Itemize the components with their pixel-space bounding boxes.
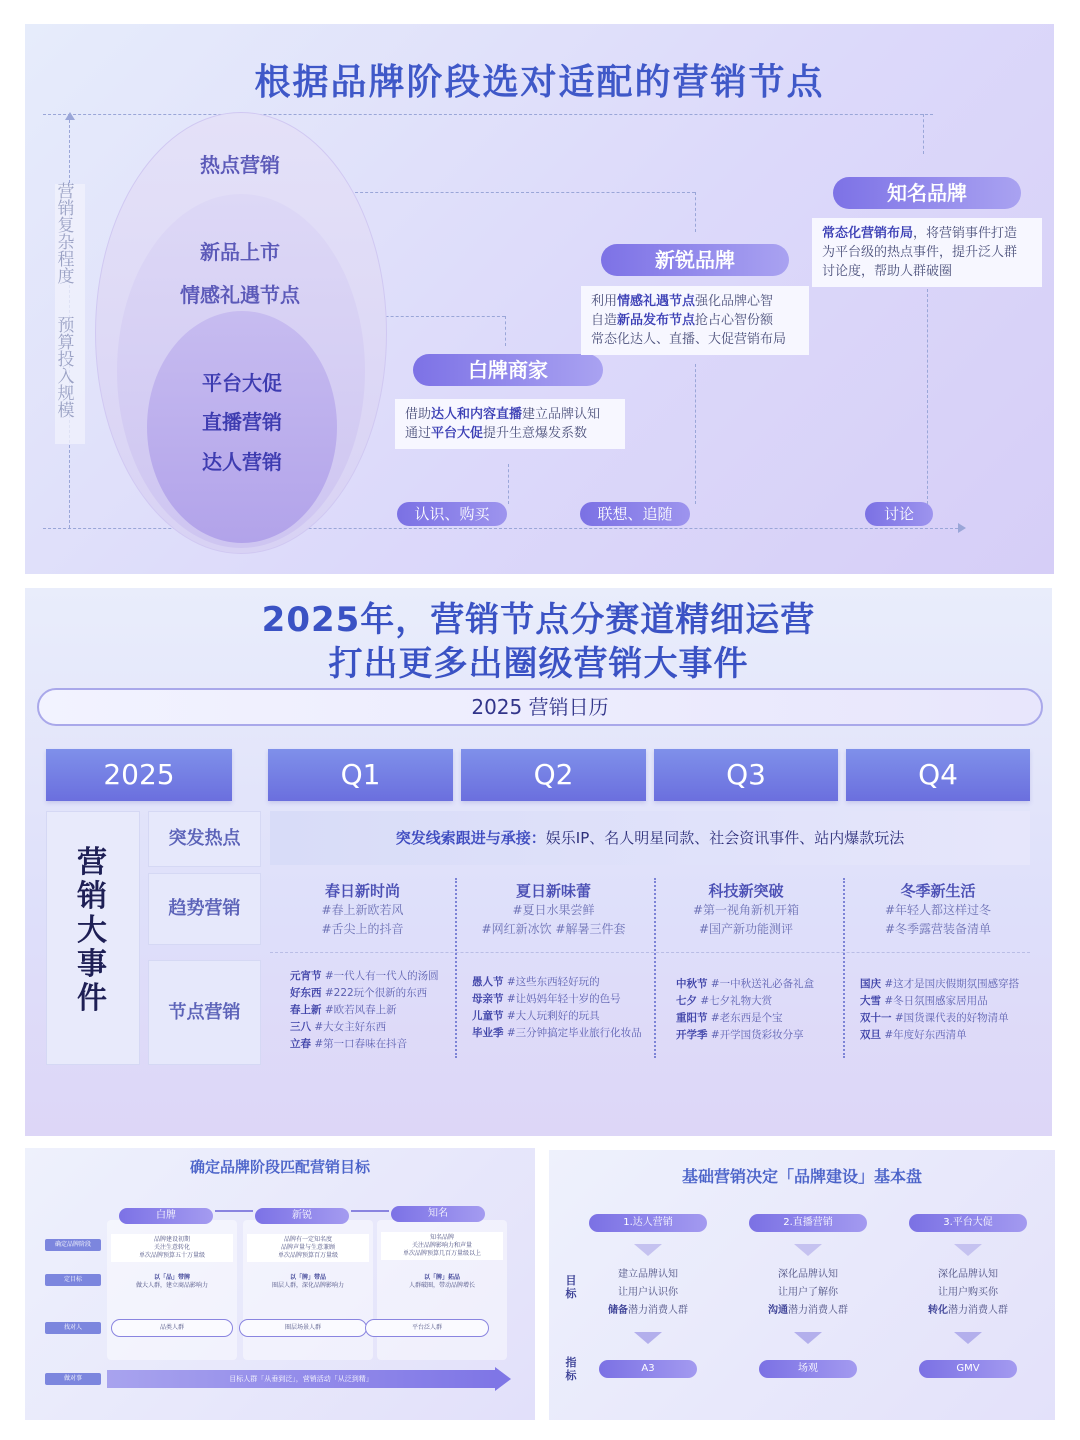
guide-line — [508, 464, 509, 504]
people-box: 品类人群 — [111, 1319, 233, 1337]
festival-name: 元宵节 — [290, 970, 322, 982]
row-label-trend: 趋势营销 — [148, 873, 261, 945]
goal-rest: 潜力消费人群 — [948, 1305, 1008, 1316]
hot-bar-prefix: 突发线索跟进与承接： — [395, 829, 546, 847]
stage-desc-line: 单次品牌预算五十万量级 — [138, 1252, 205, 1259]
column-head: 1.达人营销 — [589, 1214, 707, 1232]
new-product-label: 新品上市 — [200, 240, 280, 264]
festival-tag: #年度好东西清单 — [881, 1029, 967, 1041]
festival-name: 国庆 — [860, 978, 881, 990]
desc-line — [822, 262, 1032, 281]
festival-name: 儿童节 — [472, 1010, 504, 1022]
goal-verb: 转化 — [928, 1305, 948, 1316]
stage-tab-white: 白牌 — [119, 1208, 213, 1224]
goal-label-char: 目 — [565, 1274, 577, 1287]
stage-desc-line: 知名品牌 — [429, 1234, 454, 1241]
goal-rest: 潜力消费人群 — [628, 1305, 688, 1316]
trend-tag: #国产新功能测评 — [698, 922, 794, 936]
stage-desc-line: 品牌建设初期 — [153, 1236, 190, 1243]
calendar-bar: 2025 营销日历 — [37, 688, 1043, 726]
trend-tag: #舌尖上的抖音 — [321, 922, 404, 936]
stage-whitelabel-pill: 白牌商家 — [413, 354, 603, 386]
calendar-panel — [25, 588, 1052, 1136]
desc-text: 讨论度，帮助人群破圈 — [822, 264, 953, 279]
panel3-title: 确定品牌阶段匹配营销目标 — [189, 1158, 370, 1176]
stage-emerging-pill: 新锐品牌 — [601, 244, 789, 276]
stage-desc — [111, 1234, 233, 1262]
metric-pill: A3 — [599, 1360, 697, 1378]
goal-label-char: 标 — [565, 1287, 577, 1300]
festival-column — [676, 976, 841, 1044]
festival-name: 好东西 — [290, 987, 322, 999]
trend-head: 春日新时尚 — [324, 882, 400, 900]
desc-text: 抢占心智份额 — [695, 313, 774, 328]
basic-marketing-panel — [549, 1150, 1055, 1420]
column-separator — [843, 878, 845, 1058]
metric-label-char: 标 — [565, 1369, 577, 1382]
highlight-text: 常态化营销布局 — [822, 226, 914, 241]
big-events-char: 销 — [77, 879, 107, 914]
goal-desc — [247, 1274, 369, 1290]
goal-sub: 做大人群，建立商品影响力 — [135, 1282, 208, 1289]
action-arrow-bar: 目标人群「从垂到泛」，营销活动「从泛到精」 — [107, 1370, 495, 1388]
side-label-stage: 确定品牌阶段 — [45, 1239, 101, 1251]
stage-desc-line: 关注品牌影响力和声量 — [411, 1242, 472, 1249]
goal-line: 建立品牌认知 — [618, 1269, 678, 1280]
desc-line — [405, 405, 615, 424]
festival-row — [860, 993, 1040, 1010]
festival-tag: #让妈妈年轻十岁的色号 — [503, 993, 621, 1005]
big-events-label — [46, 846, 138, 1016]
desc-line — [591, 311, 799, 330]
goal-sub: 人群破圈，带动品牌增长 — [408, 1282, 475, 1289]
highlight-text: 平台大促 — [431, 426, 484, 441]
q1-header: Q1 — [268, 749, 453, 801]
festival-name: 母亲节 — [472, 993, 504, 1005]
festival-row — [472, 991, 652, 1008]
desc-text: 提升生意爆发系数 — [483, 426, 588, 441]
hotspot-marketing-label: 热点营销 — [200, 153, 280, 177]
stage-desc-line: 品牌声量与生意兼顾 — [280, 1244, 335, 1251]
stage-desc — [381, 1232, 503, 1260]
festival-tag: #老东西是个宝 — [707, 1012, 783, 1024]
goal-desc — [381, 1274, 503, 1290]
action-arrow-icon — [495, 1367, 511, 1391]
stage-desc-line: 单次品牌预算几百万量级以上 — [402, 1250, 481, 1257]
desc-text: 自造 — [591, 313, 618, 328]
y-axis-label-complexity: 营销复杂程度 — [57, 182, 75, 287]
festival-row — [860, 976, 1040, 993]
trend-item — [654, 882, 838, 939]
goal-head: 以「牌」拓品 — [423, 1274, 460, 1281]
down-chevron-icon — [954, 1244, 982, 1256]
column-separator — [455, 878, 457, 1058]
festival-tag: #这些东西轻好玩的 — [503, 976, 600, 988]
desc-text: 建立品牌认知 — [522, 407, 601, 422]
stage-connector — [351, 1210, 389, 1212]
stage-tab-famous: 知名 — [391, 1206, 485, 1222]
festival-name: 中秋节 — [676, 978, 708, 990]
festival-row — [472, 1008, 652, 1025]
column-separator — [654, 878, 656, 1058]
desc-text: 强化品牌心智 — [695, 294, 774, 309]
festival-row — [290, 1002, 455, 1019]
festival-row — [676, 993, 841, 1010]
panel2-title-line2: 打出更多出圈级营销大事件 — [328, 644, 749, 684]
y-axis-arrow-icon — [65, 112, 75, 120]
desc-text: ，将营销事件打造 — [913, 226, 1018, 241]
festival-tag: #第一口春味在抖音 — [311, 1038, 408, 1050]
down-chevron-icon — [634, 1332, 662, 1344]
festival-tag: #三分钟搞定毕业旅行化妆品 — [503, 1027, 642, 1039]
stage-tab-emerging: 新锐 — [255, 1208, 349, 1224]
festival-tag: #这才是国庆假期氛围感穿搭 — [881, 978, 1020, 990]
festival-tag: #一中秋送礼必备礼盒 — [707, 978, 815, 990]
people-box: 平台泛人群 — [365, 1319, 489, 1337]
festival-row — [676, 1010, 841, 1027]
goal-rest: 潜力消费人群 — [788, 1305, 848, 1316]
guide-line — [695, 364, 696, 504]
influencer-marketing-label: 达人营销 — [202, 450, 282, 474]
row-separator — [270, 952, 1030, 953]
highlight-text: 情感礼遇节点 — [617, 294, 696, 309]
side-label-goal: 定目标 — [45, 1274, 101, 1286]
festival-name: 春上新 — [290, 1004, 322, 1016]
goal-desc — [111, 1274, 233, 1290]
q2-header: Q2 — [461, 749, 646, 801]
stage-famous-pill: 知名品牌 — [833, 177, 1021, 209]
big-events-char: 事 — [77, 947, 107, 982]
guide-line — [923, 114, 924, 154]
y-axis-label-budget: 预算投入规模 — [57, 316, 75, 421]
down-chevron-icon — [794, 1244, 822, 1256]
festival-column — [860, 976, 1040, 1044]
festival-name: 双旦 — [860, 1029, 881, 1041]
guide-line — [695, 192, 696, 232]
goal-line — [579, 1302, 717, 1320]
desc-line — [591, 292, 799, 311]
big-events-char: 营 — [77, 845, 107, 880]
festival-row — [472, 1025, 652, 1042]
festival-tag: #冬日氛围感家居用品 — [881, 995, 988, 1007]
festival-column — [472, 974, 652, 1042]
column-goal-text — [899, 1266, 1037, 1320]
highlight-text: 达人和内容直播 — [431, 407, 523, 422]
festival-tag: #222玩个很新的东西 — [321, 987, 428, 999]
festival-name: 愚人节 — [472, 976, 504, 988]
goal-line — [899, 1302, 1037, 1320]
column-goal-text — [579, 1266, 717, 1320]
trend-item — [270, 882, 455, 939]
desc-text: 利用 — [591, 294, 618, 309]
trend-head: 科技新突破 — [708, 882, 784, 900]
festival-tag: #大女主好东西 — [311, 1021, 387, 1033]
x-axis-arrow-icon — [958, 523, 966, 533]
festival-tag: #大人玩剩好的玩具 — [503, 1010, 600, 1022]
top-guide-line — [43, 114, 933, 115]
down-chevron-icon — [954, 1332, 982, 1344]
year-header: 2025 — [46, 749, 232, 801]
hot-bar — [270, 811, 1030, 865]
stage-desc-line: 关注生意转化 — [153, 1244, 190, 1251]
goal-line: 让用户认识你 — [618, 1287, 678, 1298]
panel1-title: 根据品牌阶段选对适配的营销节点 — [254, 62, 825, 103]
big-events-char: 大 — [77, 913, 107, 948]
festival-tag: #欧若风春上新 — [321, 1004, 397, 1016]
goal-verb: 沟通 — [768, 1305, 788, 1316]
festival-row — [290, 968, 455, 985]
desc-line — [822, 224, 1032, 243]
goal-verb: 储备 — [608, 1305, 628, 1316]
trend-tag: #夏日水果尝鲜 — [512, 903, 595, 917]
goal-line: 深化品牌认知 — [778, 1269, 838, 1280]
platform-promo-label: 平台大促 — [202, 371, 282, 395]
festival-name: 双十一 — [860, 1012, 892, 1024]
goal-line — [739, 1302, 877, 1320]
festival-row — [676, 1027, 841, 1044]
stage-connector — [215, 1210, 253, 1212]
stage-desc-line: 单次品牌预算百万量级 — [277, 1252, 338, 1259]
column-head: 3.平台大促 — [909, 1214, 1027, 1232]
goal-head: 以「品」带牌 — [153, 1274, 190, 1281]
festival-tag: #一代人有一代人的汤圆 — [321, 970, 439, 982]
festival-row — [472, 974, 652, 991]
column-goal-text — [739, 1266, 877, 1320]
goal-sub: 圈层人群，深化品牌影响力 — [271, 1282, 344, 1289]
panel4-title: 基础营销决定「品牌建设」基本盘 — [681, 1167, 922, 1186]
stage-famous-desc — [812, 218, 1042, 287]
trend-tag: #冬季露营装备清单 — [884, 922, 992, 936]
desc-text: 为平台级的热点事件，提升泛人群 — [822, 245, 1018, 260]
q3-header: Q3 — [654, 749, 838, 801]
festival-tag: #开学国货彩妆分享 — [707, 1029, 804, 1041]
festival-row — [290, 1019, 455, 1036]
stage-desc — [247, 1234, 369, 1262]
stage-emerging-desc — [581, 286, 809, 355]
row-label-goal — [564, 1274, 578, 1300]
trend-tag: #网红新冰饮 #解暑三件套 — [481, 922, 626, 936]
trend-item — [461, 882, 646, 939]
stage-whitelabel-desc — [395, 399, 625, 449]
festival-name: 立春 — [290, 1038, 311, 1050]
festival-name: 大雪 — [860, 995, 881, 1007]
trend-tag: #第一视角新机开箱 — [692, 903, 800, 917]
down-chevron-icon — [794, 1332, 822, 1344]
down-chevron-icon — [634, 1244, 662, 1256]
brand-stage-panel — [25, 24, 1054, 574]
metric-pill: 场观 — [759, 1360, 857, 1378]
bottom-label-associate: 联想、追随 — [580, 502, 690, 526]
side-label-people: 找对人 — [45, 1322, 101, 1334]
festival-name: 毕业季 — [472, 1027, 504, 1039]
highlight-text: 新品发布节点 — [617, 313, 696, 328]
festival-tag: #七夕礼物大赏 — [697, 995, 773, 1007]
trend-head: 夏日新味蕾 — [515, 882, 591, 900]
q4-header: Q4 — [846, 749, 1030, 801]
trend-item — [846, 882, 1030, 939]
goal-line: 让用户了解你 — [778, 1287, 838, 1298]
stage-goal-panel — [25, 1148, 535, 1420]
bottom-label-recognize: 认识、购买 — [397, 502, 507, 526]
emotional-node-label: 情感礼遇节点 — [180, 283, 300, 307]
festival-row — [860, 1027, 1040, 1044]
desc-line — [405, 424, 615, 443]
live-marketing-label: 直播营销 — [202, 410, 282, 434]
panel2-title-line1: 2025年，营销节点分赛道精细运营 — [261, 600, 816, 640]
guide-line — [505, 316, 506, 346]
guide-line — [927, 289, 928, 504]
big-events-char: 件 — [77, 981, 107, 1016]
desc-text: 通过 — [405, 426, 432, 441]
row-label-festival: 节点营销 — [148, 960, 261, 1065]
goal-line: 让用户购买你 — [938, 1287, 998, 1298]
column-head: 2.直播营销 — [749, 1214, 867, 1232]
desc-line — [591, 330, 799, 349]
trend-head: 冬季新生活 — [900, 882, 976, 900]
desc-line — [822, 243, 1032, 262]
goal-line: 深化品牌认知 — [938, 1269, 998, 1280]
festival-name: 七夕 — [676, 995, 697, 1007]
festival-row — [290, 1036, 455, 1053]
goal-head: 以「牌」带品 — [289, 1274, 326, 1281]
festival-name: 开学季 — [676, 1029, 708, 1041]
hot-bar-text: 娱乐IP、名人明星同款、社会资讯事件、站内爆款玩法 — [545, 829, 905, 847]
festival-column — [290, 968, 455, 1053]
trend-tag: #春上新欧若风 — [321, 903, 404, 917]
bottom-label-discuss: 讨论 — [865, 502, 933, 526]
people-box: 圈层场景人群 — [239, 1319, 367, 1337]
row-label-metric — [564, 1356, 578, 1382]
row-label-hot: 突发热点 — [148, 811, 261, 867]
festival-row — [676, 976, 841, 993]
festival-name: 三八 — [290, 1021, 311, 1033]
side-label-action: 做对事 — [45, 1373, 101, 1385]
desc-text: 常态化达人、直播、大促营销布局 — [591, 332, 787, 347]
stage-desc-line: 品牌有一定知名度 — [283, 1236, 332, 1243]
guide-line — [345, 192, 695, 193]
trend-tag: #年轻人都这样过冬 — [884, 903, 992, 917]
festival-row — [290, 985, 455, 1002]
desc-text: 借助 — [405, 407, 432, 422]
metric-label-char: 指 — [565, 1356, 577, 1369]
metric-pill: GMV — [919, 1360, 1017, 1378]
festival-tag: #国货课代表的好物清单 — [891, 1012, 1009, 1024]
festival-name: 重阳节 — [676, 1012, 708, 1024]
festival-row — [860, 1010, 1040, 1027]
